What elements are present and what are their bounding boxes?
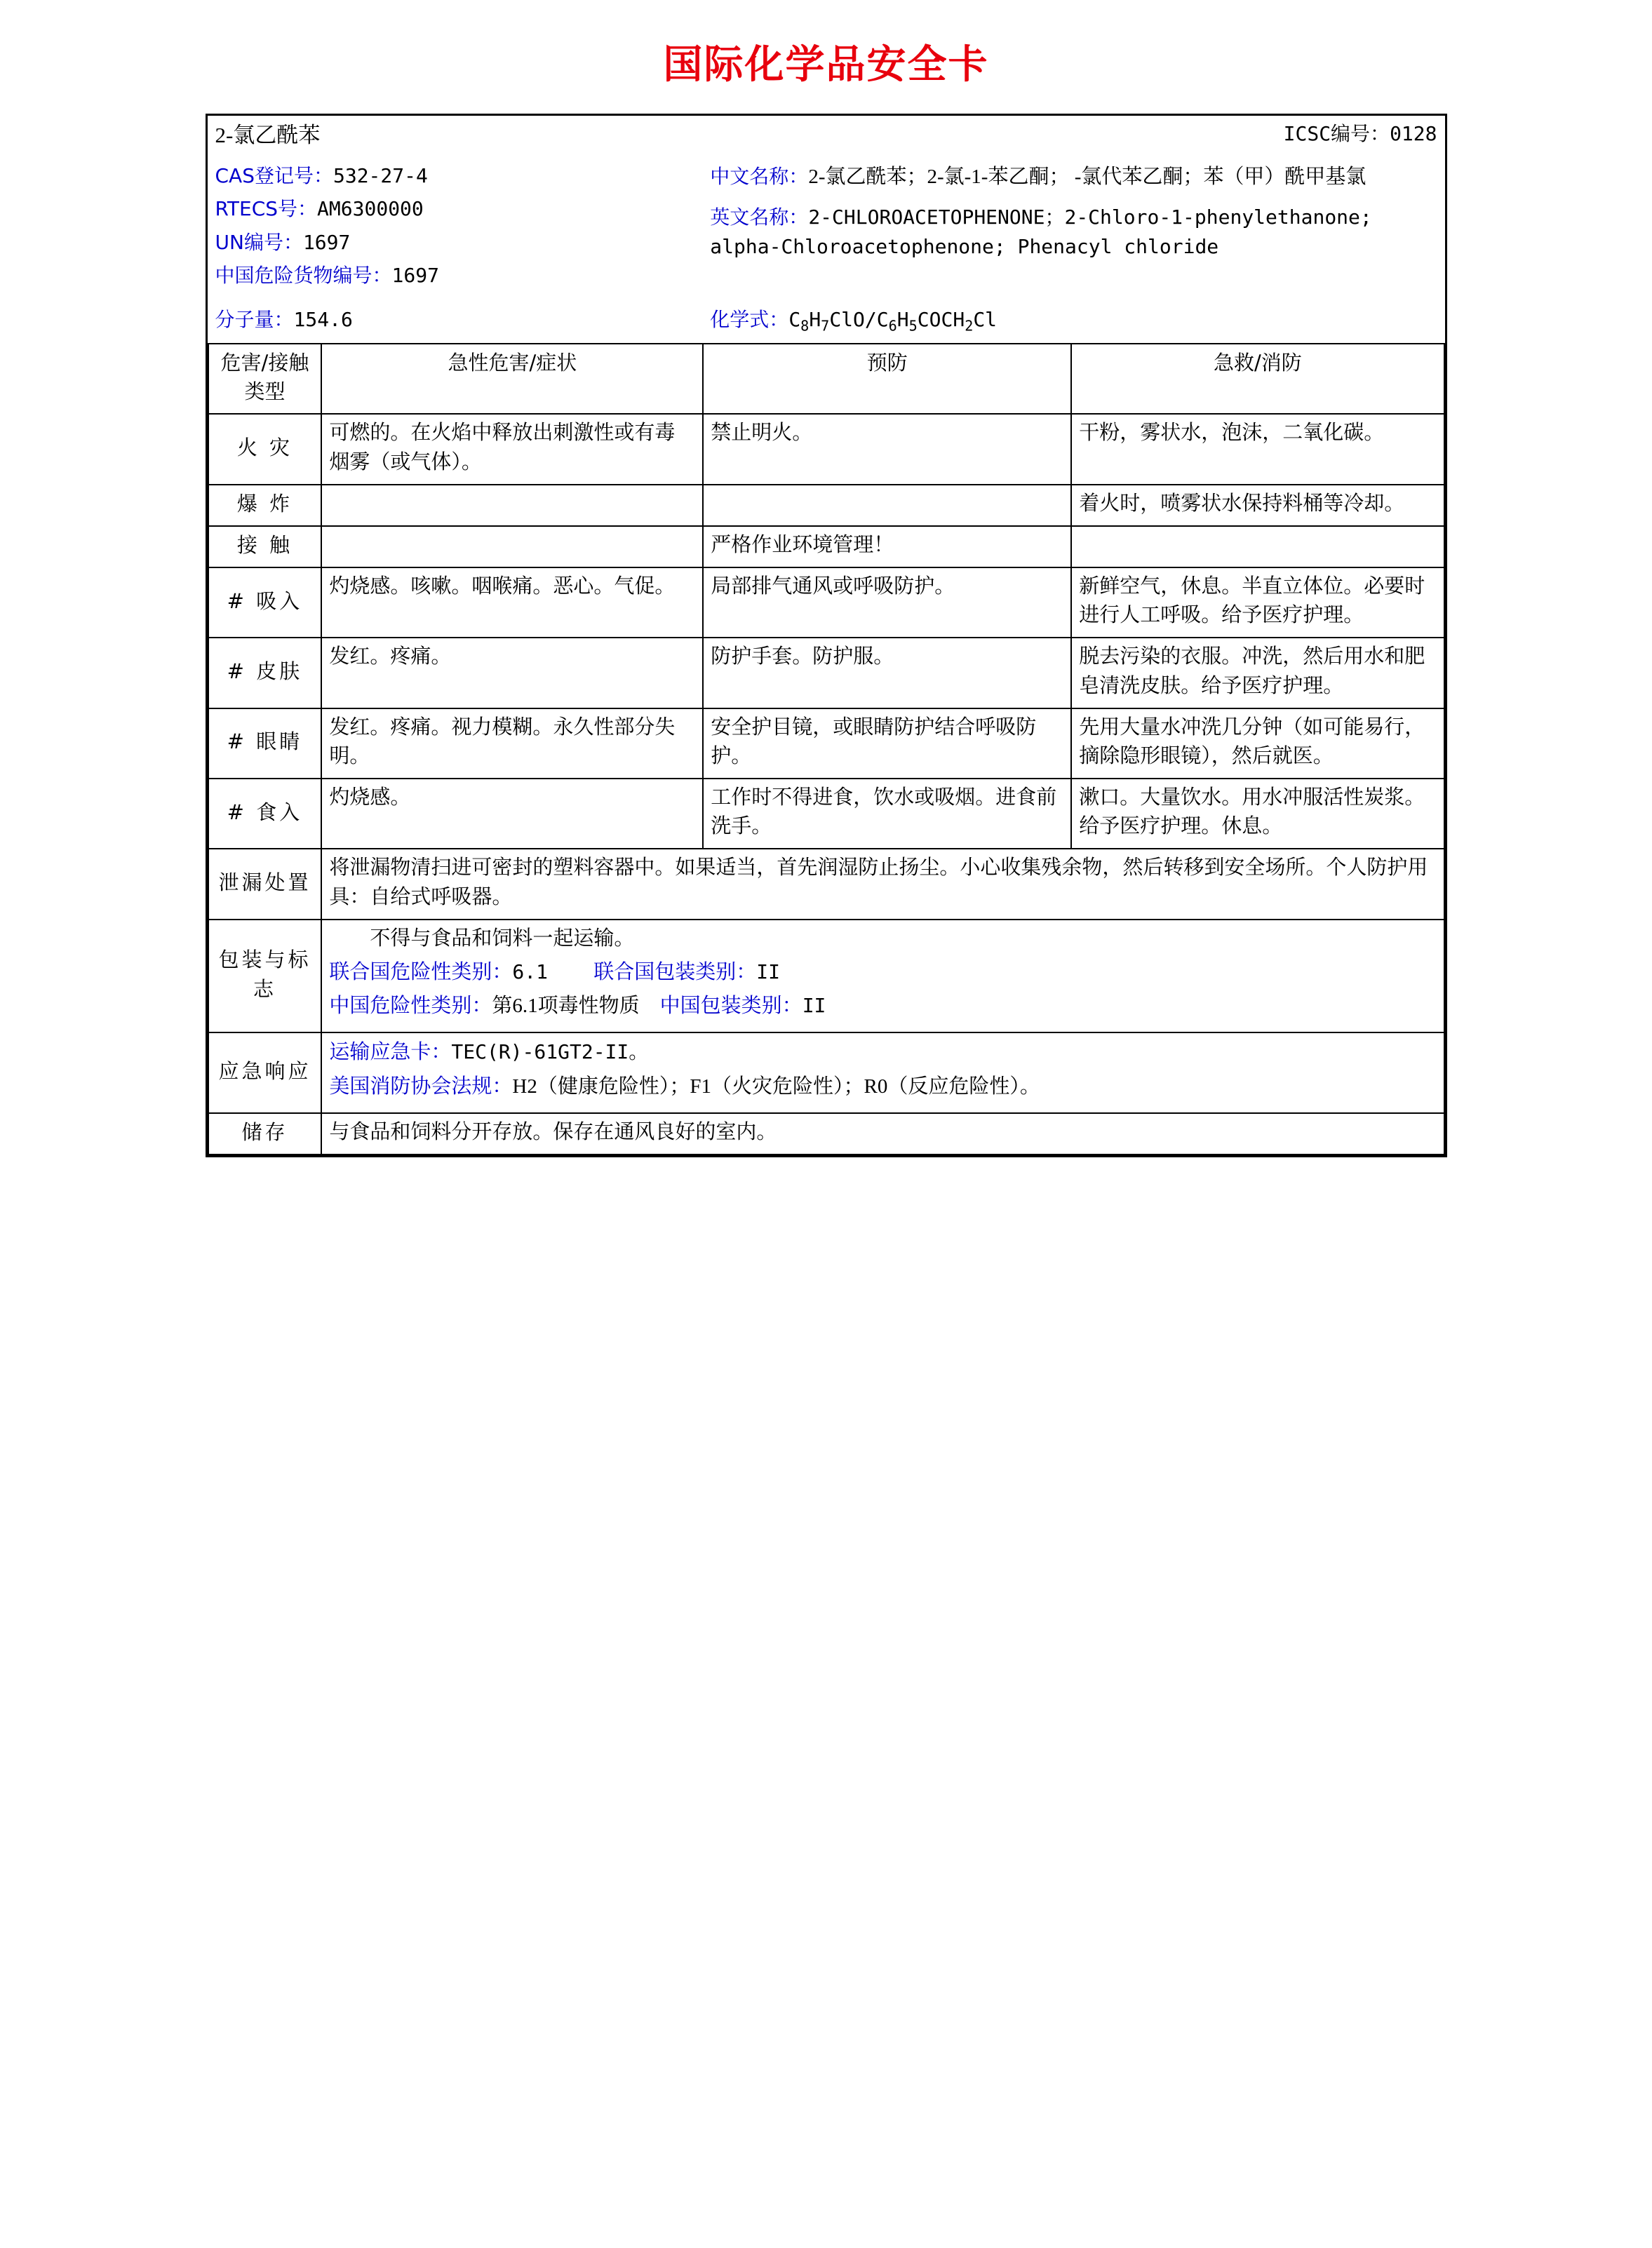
cn-dangerous-value: 1697 [391,263,439,287]
row-firstaid-skin: 脱去污染的衣服。冲洗，然后用水和肥皂清洗皮肤。给予医疗护理。 [1071,638,1444,708]
row-symptoms-exposure [321,526,703,567]
emergency-label: 应急响应 [208,1032,322,1112]
row-firstaid-fire: 干粉，雾状水，泡沫，二氧化碳。 [1071,414,1444,484]
un-class-label: 联合国危险性类别： [329,959,513,983]
un-label: UN编号： [215,230,303,254]
header-hazard-type: 危害/接触类型 [208,344,322,414]
identifiers-left [208,158,704,302]
un-line [215,229,697,257]
row-label-fire: 火 灾 [208,414,322,484]
formula-cell [703,302,1444,344]
row-symptoms-explosion [321,485,703,526]
table-row [208,414,1444,484]
table-row [208,708,1444,779]
cn-name-value: 2-氯乙酰苯；2-氯-1-苯乙酮； -氯代苯乙酮；苯（甲）酰甲基氯 [808,166,1366,189]
identifiers-row [208,158,1444,302]
cn-name-label: 中文名称： [710,165,809,189]
cn-name-line [710,162,1437,191]
storage-label: 储存 [208,1113,322,1155]
icsc-table [208,116,1445,1155]
row-prevention-inhalation: 局部排气通风或呼吸防护。 [703,567,1071,638]
row-symptoms-ingestion: 灼烧感。 [321,779,703,849]
mw-cell [208,302,704,344]
row-label-skin: # 皮肤 [208,638,322,708]
icsc-number-cell [703,116,1444,158]
row-prevention-skin: 防护手套。防护服。 [703,638,1071,708]
nfpa-value: H2（健康危险性）；F1（火灾危险性）；R0（反应危险性）。 [512,1075,1040,1098]
tec-label: 运输应急卡： [329,1039,452,1064]
packaging-cn-line [329,991,1436,1021]
emergency-row [208,1032,1444,1112]
cas-label: CAS登记号： [215,164,333,188]
packaging-un-line [329,957,1436,987]
packaging-label: 包装与标志 [208,920,322,1033]
substance-name: 2-氯乙酰苯 [215,123,321,147]
row-symptoms-eyes: 发红。疼痛。视力模糊。永久性部分失明。 [321,708,703,779]
cn-pack-label: 中国包装类别： [659,993,803,1018]
un-pack-label: 联合国包装类别： [593,959,757,983]
header-prevention: 预防 [703,344,1071,414]
nfpa-line [329,1072,1436,1101]
emergency-content [321,1032,1444,1112]
en-name-line [710,203,1437,262]
nfpa-label: 美国消防协会法规： [329,1073,513,1098]
storage-text: 与食品和饲料分开存放。保存在通风良好的室内。 [321,1113,1444,1155]
cn-class-value: 第6.1项毒性物质 [492,995,640,1018]
packaging-row [208,920,1444,1033]
icsc-number: 0128 [1390,122,1437,145]
en-name-value: 2-CHLOROACETOPHENONE；2-Chloro-1-phenylethanone; alpha-Chloroacetophenone; Phenacyl chloride [710,206,1372,259]
formula-row [208,302,1444,344]
tec-value: TEC(R)-61GT2-II。 [451,1040,649,1064]
header-firstaid: 急救/消防 [1071,344,1444,414]
row-firstaid-inhalation: 新鲜空气，休息。半直立体位。必要时进行人工呼吸。给予医疗护理。 [1071,567,1444,638]
row-label-explosion: 爆 炸 [208,485,322,526]
row-label-ingestion: # 食入 [208,779,322,849]
mw-value: 154.6 [293,307,353,331]
header-symptoms: 急性危害/症状 [321,344,703,414]
rtecs-line [215,195,697,224]
cn-dangerous-label: 中国危险货物编号： [215,263,392,287]
icsc-label: ICSC编号： [1283,122,1390,145]
identity-row [208,116,1444,158]
un-value: 1697 [302,230,351,254]
rtecs-value: AM6300000 [317,197,424,221]
un-pack-value: II [756,960,780,983]
row-prevention-eyes: 安全护目镜，或眼睛防护结合呼吸防护。 [703,708,1071,779]
page-title: 国际化学品安全卡 [663,42,989,88]
row-label-exposure: 接 触 [208,526,322,567]
row-firstaid-explosion: 着火时，喷雾状水保持料桶等冷却。 [1071,485,1444,526]
row-firstaid-eyes: 先用大量水冲洗几分钟（如可能易行，摘除隐形眼镜），然后就医。 [1071,708,1444,779]
cn-pack-value: II [802,994,826,1018]
cn-class-label: 中国危险性类别： [329,993,492,1018]
table-row [208,567,1444,638]
formula-value: $C_8H_7ClO/C_6H_5COCH_2Cl$ [788,307,998,335]
row-symptoms-fire: 可燃的。在火焰中释放出刺激性或有毒烟雾（或气体）。 [321,414,703,484]
table-row [208,485,1444,526]
spill-text: 将泄漏物清扫进可密封的塑料容器中。如果适当，首先润湿防止扬尘。小心收集残余物，然后转移到安全场所。个人防护用具：自给式呼吸器。 [321,849,1444,919]
cn-dangerous-line [215,262,697,290]
row-symptoms-inhalation: 灼烧感。咳嗽。咽喉痛。恶心。气促。 [321,567,703,638]
row-prevention-ingestion: 工作时不得进食，饮水或吸烟。进食前洗手。 [703,779,1071,849]
rtecs-label: RTECS号： [215,197,318,221]
tec-line [329,1037,1436,1067]
cas-line [215,162,697,191]
mw-label: 分子量： [215,307,294,331]
identifiers-right [703,158,1444,302]
packaging-content [321,920,1444,1033]
spill-row [208,849,1444,919]
un-class-value: 6.1 [512,960,548,983]
substance-name-cell [208,116,704,158]
row-label-inhalation: # 吸入 [208,567,322,638]
spill-label: 泄漏处置 [208,849,322,919]
row-firstaid-ingestion: 漱口。大量饮水。用水冲服活性炭浆。给予医疗护理。休息。 [1071,779,1444,849]
en-name-label: 英文名称： [710,206,809,229]
row-prevention-explosion [703,485,1071,526]
row-prevention-fire: 禁止明火。 [703,414,1071,484]
row-firstaid-exposure [1071,526,1444,567]
row-label-eyes: # 眼睛 [208,708,322,779]
table-row [208,638,1444,708]
packaging-line1: 不得与食品和饲料一起运输。 [370,927,635,950]
row-symptoms-skin: 发红。疼痛。 [321,638,703,708]
table-row [208,779,1444,849]
storage-row [208,1113,1444,1155]
table-row [208,526,1444,567]
row-prevention-exposure: 严格作业环境管理！ [703,526,1071,567]
formula-label: 化学式： [710,307,789,331]
icsc-card [206,114,1447,1157]
column-header-row [208,344,1444,414]
cas-value: 532-27-4 [333,164,428,188]
